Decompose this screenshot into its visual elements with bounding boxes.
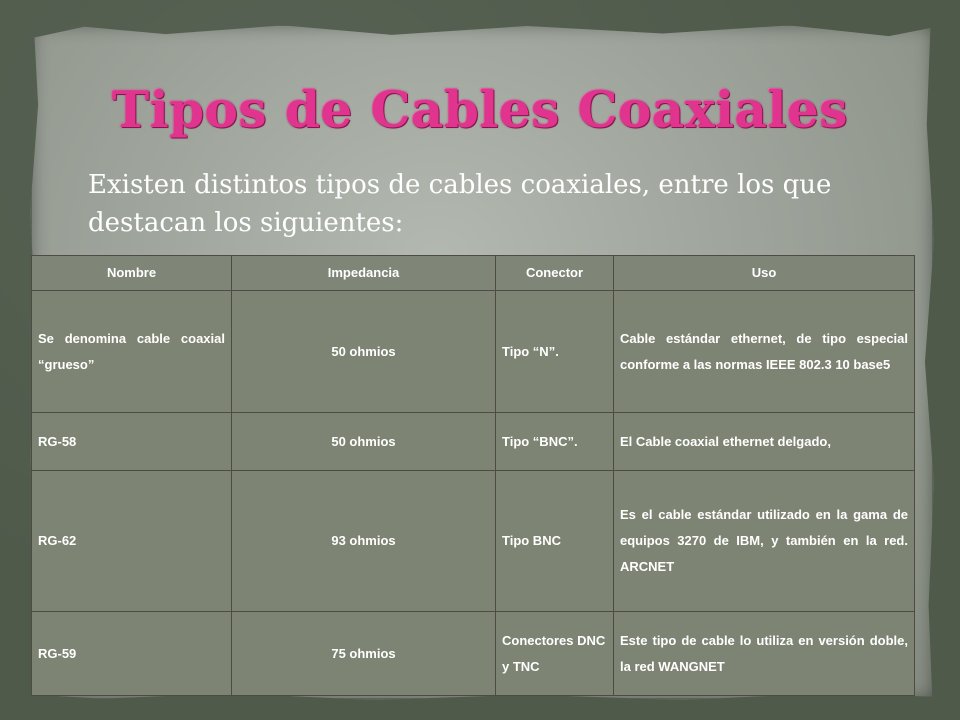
cell-nombre: RG-62 <box>32 471 232 612</box>
cell-conector: Tipo BNC <box>496 471 614 612</box>
table-row <box>32 471 915 612</box>
cell-uso: El Cable coaxial ethernet delgado, <box>614 413 915 471</box>
cell-conector: Tipo “BNC”. <box>496 413 614 471</box>
header-conector: Conector <box>496 256 614 291</box>
header-nombre: Nombre <box>32 256 232 291</box>
table-row <box>32 291 915 413</box>
cell-impedancia: 75 ohmios <box>232 612 496 696</box>
table-row <box>32 413 915 471</box>
header-uso: Uso <box>614 256 915 291</box>
cell-conector: Tipo “N”. <box>496 291 614 413</box>
cell-impedancia: 50 ohmios <box>232 413 496 471</box>
table-row <box>32 612 915 696</box>
cell-nombre: Se denomina cable coaxial “grueso” <box>32 291 232 413</box>
cell-uso: Cable estándar ethernet, de tipo especial conforme a las normas IEEE 802.3 10 base5 <box>614 291 915 413</box>
cell-conector: Conectores DNC y TNC <box>496 612 614 696</box>
cable-types-table <box>31 255 915 696</box>
cell-nombre: RG-59 <box>32 612 232 696</box>
cell-uso: Este tipo de cable lo utiliza en versión doble, la red WANGNET <box>614 612 915 696</box>
cell-nombre: RG-58 <box>32 413 232 471</box>
header-impedancia: Impedancia <box>232 256 496 291</box>
slide-title: Tipos de Cables Coaxiales <box>112 80 848 139</box>
cell-impedancia: 93 ohmios <box>232 471 496 612</box>
table-header-row <box>32 256 915 291</box>
cell-uso: Es el cable estándar utilizado en la gama de equipos 3270 de IBM, y también en la red. ARCNET <box>614 471 915 612</box>
intro-text: Existen distintos tipos de cables coaxiales, entre los que destacan los siguientes: <box>88 170 832 238</box>
cell-impedancia: 50 ohmios <box>232 291 496 413</box>
